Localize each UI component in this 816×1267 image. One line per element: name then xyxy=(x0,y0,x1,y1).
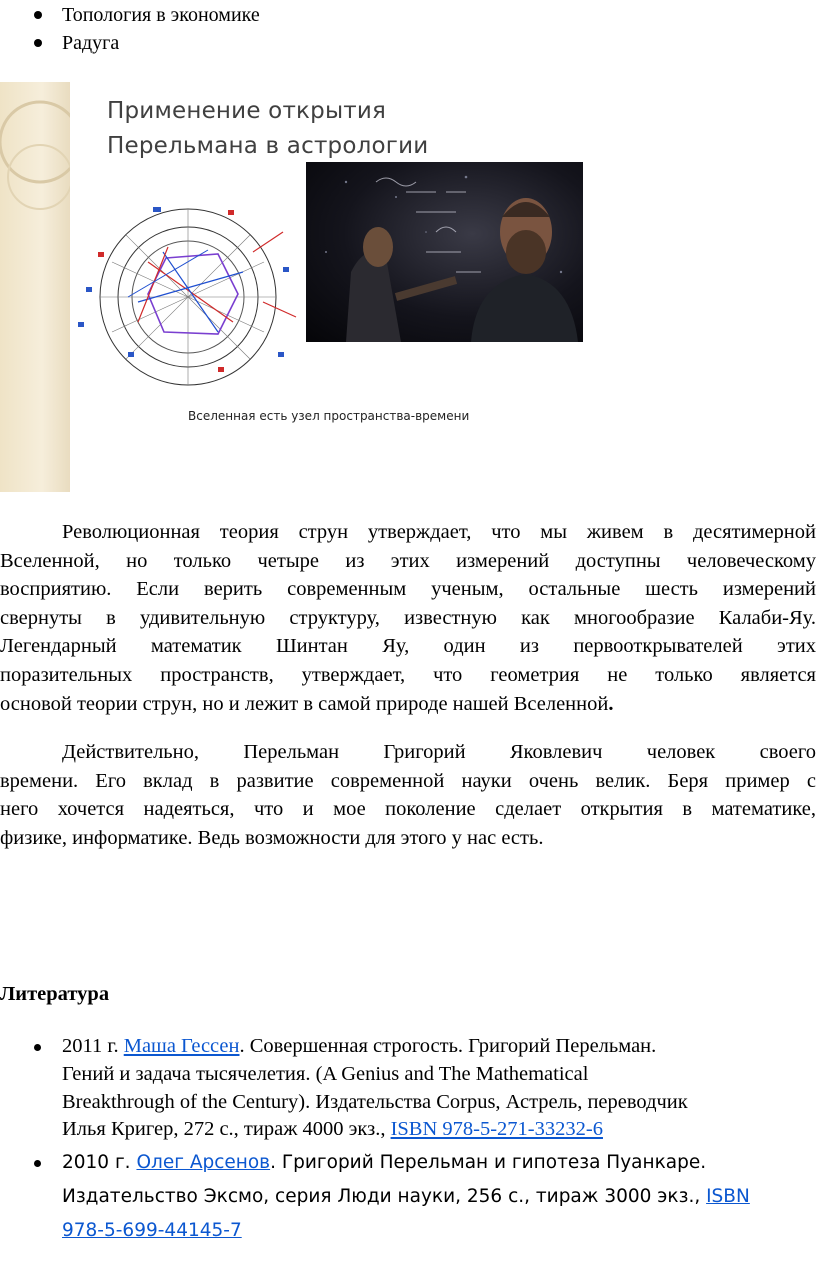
slide-title-line1: Применение открытия xyxy=(107,98,387,124)
citation-year: 2010 г. xyxy=(62,1152,137,1173)
paragraph-line: физике, информатике. Ведь возможности для этого у нас есть. xyxy=(0,826,544,849)
citation-line xyxy=(62,1116,816,1144)
literature-item-2 xyxy=(62,1146,816,1248)
slide-title-line2: Перельмана в астрологии xyxy=(107,133,429,159)
citation-text: . Совершенная строгость. Григорий Перельман. xyxy=(239,1035,657,1057)
bullet-icon xyxy=(34,11,42,19)
author-link[interactable]: Маша Гессен xyxy=(123,1035,240,1057)
citation-line xyxy=(62,1180,816,1214)
paragraph-line: него хочется надеяться, что и мое поколение сделает открытия в математике, xyxy=(0,798,816,821)
isbn-link[interactable]: ISBN xyxy=(706,1186,750,1207)
paragraph-line: поразительных пространств, утверждает, что геометрия не только является xyxy=(0,663,816,686)
literature-heading: Литература xyxy=(0,983,110,1005)
paragraph-1 xyxy=(0,518,816,718)
citation-text: Breakthrough of the Century). Издательства Corpus, Астрель, переводчик xyxy=(62,1090,688,1113)
paragraph-line: Действительно, Перельман Григорий Яковлевич человек своего xyxy=(62,741,816,763)
bullet-icon xyxy=(34,1044,41,1051)
paragraph-line: Вселенной, но только четыре из этих измерений доступны человеческому xyxy=(0,549,816,572)
perelman-photo xyxy=(306,162,583,342)
paragraph-line: Революционная теория струн утверждает, что мы живем в десятимерной xyxy=(62,521,816,543)
citation-line xyxy=(62,1146,816,1180)
bullet-text: Радуга xyxy=(62,32,120,54)
paragraph-last-line xyxy=(0,690,816,719)
paragraph-line: основой теории струн, но и лежит в самой природе нашей Вселенной xyxy=(0,692,609,715)
astrology-chart-icon xyxy=(68,202,308,392)
slide-caption: Вселенная есть узел пространства-времени xyxy=(188,409,470,423)
author-link[interactable]: Олег Арсенов xyxy=(136,1152,271,1173)
citation-text: . Григорий Перельман и гипотеза Пуанкаре. xyxy=(270,1152,707,1173)
citation-line xyxy=(62,1033,816,1061)
photo-illustration-icon xyxy=(306,162,583,342)
bullet-icon xyxy=(34,39,42,47)
bullet-icon xyxy=(34,1160,41,1167)
isbn-number-link[interactable]: 978-5-699-44145-7 xyxy=(62,1220,242,1241)
paragraph-line: свернуты в удивительную структуру, известную как многообразие Калаби-Яу. xyxy=(0,606,816,629)
paragraph-line: восприятию. Если верить современным ученым, остальные шесть измерений xyxy=(0,578,816,601)
citation-text: Илья Кригер, 272 с., тираж 4000 экз., xyxy=(62,1118,391,1141)
citation-text: Гений и задача тысячелетия. (A Genius and The Mathematical xyxy=(62,1062,589,1085)
list-item xyxy=(62,29,119,57)
bullet-text: Топология в экономике xyxy=(62,4,260,26)
list-item xyxy=(62,1,260,29)
paragraph-2 xyxy=(0,738,816,852)
citation-line xyxy=(62,1214,816,1248)
isbn-link[interactable]: ISBN 978-5-271-33232-6 xyxy=(390,1118,603,1141)
decorative-circles-icon xyxy=(0,82,70,492)
paragraph-line: времени. Его вклад в развитие современной науки очень велик. Беря пример с xyxy=(0,769,816,792)
literature-item-1 xyxy=(62,1033,816,1144)
citation-text: Издательство Эксмо, серия Люди науки, 256 с., тираж 3000 экз., xyxy=(62,1186,707,1207)
slide-decorative-band xyxy=(0,82,70,492)
paragraph-line: Легендарный математик Шинтан Яу, один из первооткрывателей этих xyxy=(0,635,816,658)
slide-image xyxy=(0,82,601,492)
citation-year: 2011 г. xyxy=(62,1035,124,1057)
bold-period: . xyxy=(608,692,614,715)
